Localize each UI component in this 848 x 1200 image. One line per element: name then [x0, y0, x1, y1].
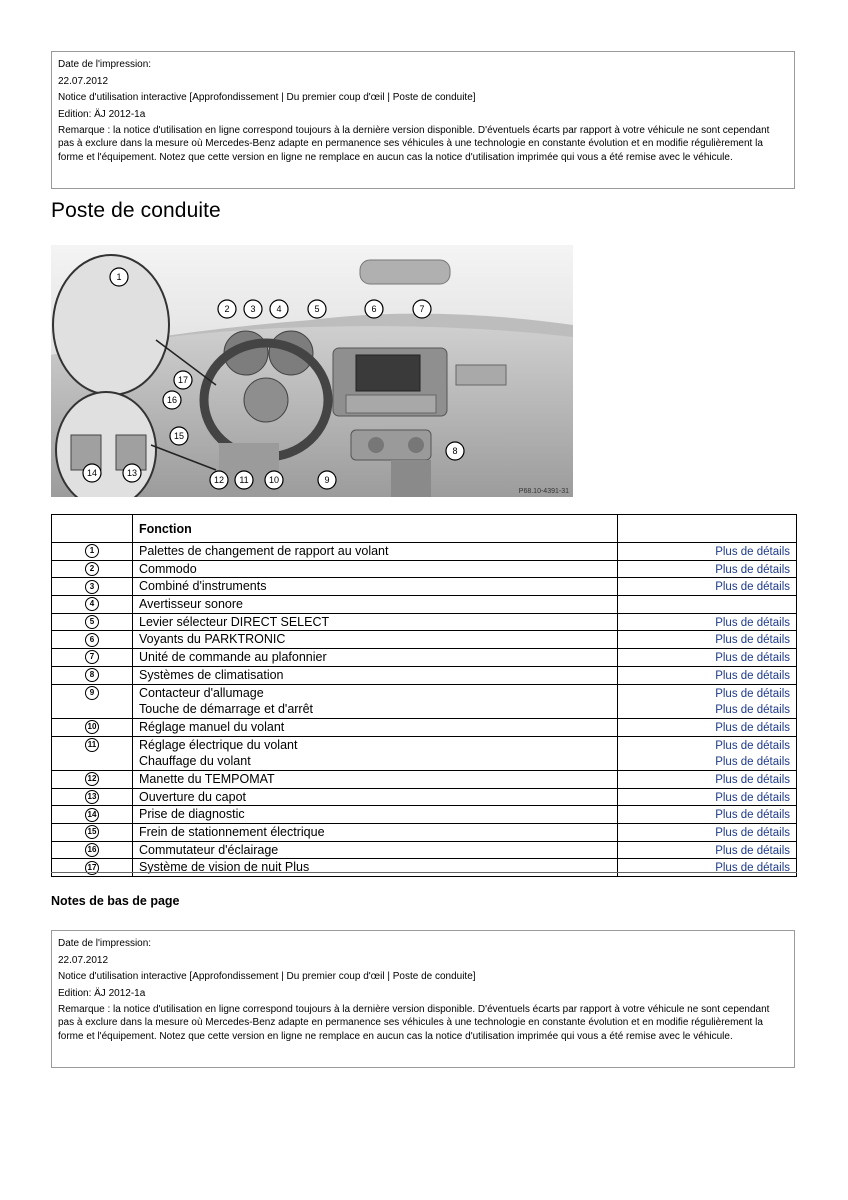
callout-number-badge: 11 [85, 738, 99, 752]
table-row [52, 788, 797, 806]
row-number-cell [52, 578, 133, 596]
details-line [618, 561, 790, 578]
row-number-cell [52, 788, 133, 806]
function-label: Voyants du PARKTRONIC [139, 632, 286, 647]
details-line [618, 806, 790, 823]
callout-number-badge: 4 [85, 597, 99, 611]
remark-text: Remarque : la notice d'utilisation en ligne correspond toujours à la dernière version disponible. D'éventuels écarts par rapport à votre véhicule ne sont cependant pas à exclure dans la mesure où Mercedes-Benz adapte en permanence ses véhicules à une technologie en constante évolution et en modifie régulièrement la forme et l'équipement. Notez que cette version en ligne ne remplace en aucun cas la notice d'utilisation imprimée qui vous a été remise avec le véhicule. [58, 125, 770, 163]
function-cell [133, 578, 618, 596]
details-line [618, 771, 790, 788]
callout-number-badge: 10 [85, 720, 99, 734]
footnotes-title: Notes de bas de page [51, 894, 180, 908]
details-line [618, 824, 790, 841]
function-cell [133, 649, 618, 667]
details-link[interactable]: Plus de détails [715, 652, 790, 665]
details-cell [618, 736, 797, 770]
callout-15: 15 [173, 431, 185, 441]
table-row [52, 631, 797, 649]
details-line [618, 737, 790, 754]
details-line [618, 631, 790, 648]
table-row [52, 684, 797, 718]
print-info-box-bottom [51, 930, 795, 1068]
details-cell [618, 560, 797, 578]
function-table-body [52, 543, 797, 877]
callout-16: 16 [166, 395, 178, 405]
function-cell [133, 543, 618, 561]
details-link[interactable]: Plus de détails [715, 862, 790, 875]
callout-number-badge: 15 [85, 825, 99, 839]
callout-11: 11 [239, 475, 249, 485]
page-title: Poste de conduite [51, 199, 221, 222]
row-number-cell [52, 718, 133, 736]
callout-number-badge: 7 [85, 650, 99, 664]
details-line [618, 789, 790, 806]
details-cell [618, 543, 797, 561]
row-number-cell [52, 631, 133, 649]
callout-9: 9 [324, 475, 330, 485]
remark-text: Remarque : la notice d'utilisation en ligne correspond toujours à la dernière version disponible. D'éventuels écarts par rapport à votre véhicule ne sont cependant pas à exclure dans la mesure où Mercedes-Benz adapte en permanence ses véhicules à une technologie en constante évolution et en modifie régulièrement la forme et l'équipement. Notez que cette version en ligne ne remplace en aucun cas la notice d'utilisation imprimée qui vous a été remise avec le véhicule. [58, 1004, 770, 1042]
details-line [618, 753, 790, 770]
callout-2: 2 [224, 304, 230, 314]
details-link[interactable]: Plus de détails [715, 827, 790, 839]
details-cell [618, 613, 797, 631]
row-number-cell [52, 770, 133, 788]
callout-12: 12 [213, 475, 225, 485]
details-line [618, 859, 790, 876]
function-cell [133, 596, 618, 614]
details-line [618, 596, 790, 613]
callout-number-badge: 13 [85, 790, 99, 804]
function-cell [133, 631, 618, 649]
function-cell [133, 859, 618, 877]
details-link[interactable]: Plus de détails [715, 581, 790, 594]
function-cell [133, 684, 618, 718]
callout-10: 10 [268, 475, 280, 485]
function-label: Prise de diagnostic [139, 807, 245, 822]
row-number-cell [52, 859, 133, 877]
details-link[interactable]: Plus de détails [715, 687, 790, 700]
callout-number-badge: 2 [85, 562, 99, 576]
details-link[interactable]: Plus de détails [715, 844, 790, 857]
row-number-cell [52, 560, 133, 578]
details-link[interactable]: Plus de détails [715, 773, 790, 786]
row-number-cell [52, 806, 133, 824]
details-link[interactable]: Plus de détails [715, 669, 790, 682]
details-link[interactable]: Plus de détails [715, 563, 790, 576]
details-link[interactable]: Plus de détails [715, 756, 790, 769]
callout-14: 14 [86, 468, 98, 478]
callout-number-badge: 9 [85, 686, 99, 700]
details-line [618, 842, 790, 859]
table-row [52, 666, 797, 684]
callout-number-badge: 8 [85, 668, 99, 682]
callout-number-badge: 12 [85, 772, 99, 786]
print-info-box-top [51, 51, 795, 189]
callout-number-badge: 3 [85, 580, 99, 594]
table-row [52, 543, 797, 561]
callout-13: 13 [126, 468, 138, 478]
col-number-header [52, 515, 133, 543]
table-row [52, 824, 797, 842]
callout-number-badge: 1 [85, 544, 99, 558]
details-link[interactable]: Plus de détails [715, 634, 790, 647]
details-link[interactable]: Plus de détails [715, 809, 790, 822]
details-line [618, 649, 790, 666]
table-row [52, 578, 797, 596]
col-function-header: Fonction [133, 515, 618, 543]
details-line [618, 578, 790, 595]
function-label: Commutateur d'éclairage [139, 842, 279, 857]
details-line [618, 719, 790, 736]
details-cell [618, 684, 797, 718]
callout-number-badge: 17 [85, 861, 99, 875]
function-label: Contacteur d'allumage [139, 685, 264, 700]
callout-17: 17 [177, 375, 189, 385]
function-label: Unité de commande au plafonnier [139, 650, 327, 665]
function-label: Manette du TEMPOMAT [139, 771, 275, 786]
function-label: Levier sélecteur DIRECT SELECT [139, 614, 330, 629]
details-link[interactable]: Plus de détails [715, 704, 790, 717]
callout-4: 4 [276, 304, 282, 314]
table-row [52, 806, 797, 824]
details-link[interactable]: Plus de détails [715, 546, 790, 558]
print-date-label: Date de l'impression: [58, 59, 152, 70]
row-number-cell [52, 543, 133, 561]
cockpit-illustration [51, 245, 573, 497]
function-label: Avertisseur sonore [139, 597, 243, 612]
details-cell [618, 649, 797, 667]
details-cell [618, 841, 797, 859]
function-label: Réglage électrique du volant [139, 737, 298, 752]
row-number-cell [52, 649, 133, 667]
table-row [52, 613, 797, 631]
details-link[interactable]: Plus de détails [715, 739, 790, 752]
function-label: Réglage manuel du volant [139, 719, 285, 734]
function-label: Palettes de changement de rapport au volant [139, 544, 389, 558]
function-label: Commodo [139, 561, 197, 576]
details-line [618, 543, 790, 560]
callout-number-badge: 16 [85, 843, 99, 857]
table-row [52, 560, 797, 578]
breadcrumb: Notice d'utilisation interactive [Approfondissement | Du premier coup d'œil | Poste de conduite] [58, 92, 476, 103]
table-row [52, 859, 797, 877]
function-cell [133, 770, 618, 788]
table-row [52, 718, 797, 736]
row-number-cell [52, 596, 133, 614]
details-link[interactable]: Plus de détails [715, 791, 790, 804]
callout-8: 8 [452, 446, 458, 456]
details-cell [618, 859, 797, 877]
function-cell [133, 560, 618, 578]
callout-number-badge: 5 [85, 615, 99, 629]
function-label: Système de vision de nuit Plus [139, 860, 310, 875]
row-number-cell [52, 824, 133, 842]
callout-number-badge: 14 [85, 808, 99, 822]
function-cell [133, 806, 618, 824]
details-link[interactable]: Plus de détails [715, 721, 790, 734]
function-cell [133, 788, 618, 806]
section-divider [51, 872, 797, 873]
callout-1: 1 [116, 272, 122, 282]
details-line [618, 667, 790, 684]
function-cell [133, 736, 618, 770]
function-label: Systèmes de climatisation [139, 667, 284, 682]
row-number-cell [52, 841, 133, 859]
details-line [618, 685, 790, 702]
callout-number-badge: 6 [85, 633, 99, 647]
details-cell [618, 824, 797, 842]
function-label: Touche de démarrage et d'arrêt [139, 702, 314, 717]
details-cell [618, 596, 797, 614]
callout-5: 5 [314, 304, 320, 314]
callout-6: 6 [371, 304, 377, 314]
function-cell [133, 718, 618, 736]
function-label: Chauffage du volant [139, 754, 251, 769]
print-date: 22.07.2012 [58, 75, 109, 87]
table-row [52, 596, 797, 614]
details-cell [618, 718, 797, 736]
print-date-label: Date de l'impression: [58, 938, 152, 949]
function-cell [133, 841, 618, 859]
function-cell [133, 613, 618, 631]
details-cell [618, 578, 797, 596]
function-label: Ouverture du capot [139, 789, 247, 804]
table-row [52, 841, 797, 859]
row-number-cell [52, 684, 133, 718]
details-cell [618, 788, 797, 806]
details-cell [618, 666, 797, 684]
figure-code: P68.10-4391-31 [518, 488, 569, 495]
function-table [51, 514, 797, 877]
breadcrumb: Notice d'utilisation interactive [Approfondissement | Du premier coup d'œil | Poste de conduite] [58, 971, 476, 982]
edition: Edition: ÄJ 2012-1a [58, 108, 146, 120]
details-link[interactable]: Plus de détails [715, 616, 790, 629]
table-row [52, 770, 797, 788]
row-number-cell [52, 613, 133, 631]
edition: Edition: ÄJ 2012-1a [58, 987, 146, 999]
row-number-cell [52, 736, 133, 770]
row-number-cell [52, 666, 133, 684]
table-row [52, 649, 797, 667]
function-cell [133, 666, 618, 684]
print-date: 22.07.2012 [58, 954, 109, 966]
details-cell [618, 806, 797, 824]
function-label: Frein de stationnement électrique [139, 825, 325, 839]
function-cell [133, 824, 618, 842]
details-line [618, 614, 790, 631]
callout-3: 3 [250, 304, 256, 314]
details-cell [618, 770, 797, 788]
callout-7: 7 [419, 304, 425, 314]
details-cell [618, 631, 797, 649]
table-row [52, 736, 797, 770]
function-label: Combiné d'instruments [139, 579, 267, 594]
details-line [618, 701, 790, 718]
col-link-header [618, 515, 797, 543]
